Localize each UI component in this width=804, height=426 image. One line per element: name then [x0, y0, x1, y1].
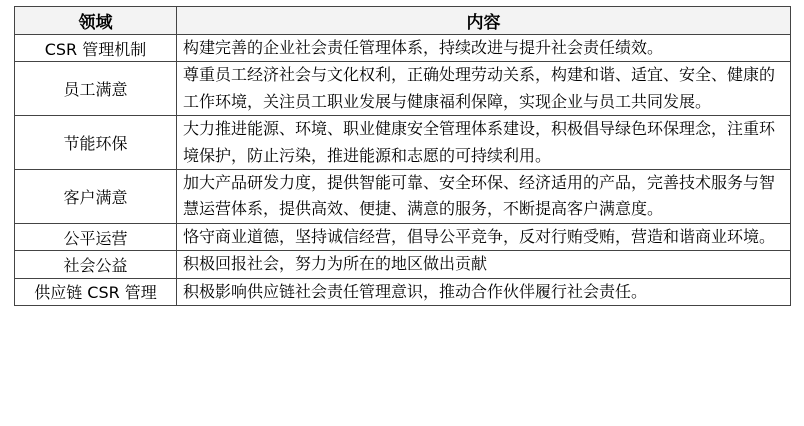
- row-domain: 节能环保: [15, 116, 177, 170]
- table-row: [15, 223, 791, 250]
- table-row: [15, 62, 791, 116]
- row-content: 恪守商业道德，坚持诚信经营，倡导公平竞争，反对行贿受贿，营造和谐商业环境。: [177, 223, 791, 250]
- row-content: 尊重员工经济社会与文化权利，正确处理劳动关系，构建和谐、适宜、安全、健康的工作环境，关注员工职业发展与健康福利保障，实现企业与员工共同发展。: [177, 62, 791, 116]
- table-row: [15, 170, 791, 224]
- row-domain: 员工满意: [15, 62, 177, 116]
- row-content: 积极影响供应链社会责任管理意识，推动合作伙伴履行社会责任。: [177, 278, 791, 305]
- csr-domain-table: [14, 6, 791, 306]
- csr-table-container: [14, 6, 790, 306]
- table-row: [15, 116, 791, 170]
- row-content: 积极回报社会，努力为所在的地区做出贡献: [177, 251, 791, 278]
- row-domain: 公平运营: [15, 223, 177, 250]
- row-domain: CSR 管理机制: [15, 35, 177, 62]
- table-row: [15, 251, 791, 278]
- header-content: 内容: [177, 7, 791, 35]
- row-content: 加大产品研发力度，提供智能可靠、安全环保、经济适用的产品，完善技术服务与智慧运营体系，提供高效、便捷、满意的服务，不断提高客户满意度。: [177, 170, 791, 224]
- row-content: 构建完善的企业社会责任管理体系，持续改进与提升社会责任绩效。: [177, 35, 791, 62]
- table-header-row: [15, 7, 791, 35]
- table-row: [15, 278, 791, 305]
- row-content: 大力推进能源、环境、职业健康安全管理体系建设，积极倡导绿色环保理念，注重环境保护，防止污染，推进能源和志愿的可持续利用。: [177, 116, 791, 170]
- header-domain: 领域: [15, 7, 177, 35]
- row-domain: 社会公益: [15, 251, 177, 278]
- row-domain: 供应链 CSR 管理: [15, 278, 177, 305]
- row-domain: 客户满意: [15, 170, 177, 224]
- table-row: [15, 35, 791, 62]
